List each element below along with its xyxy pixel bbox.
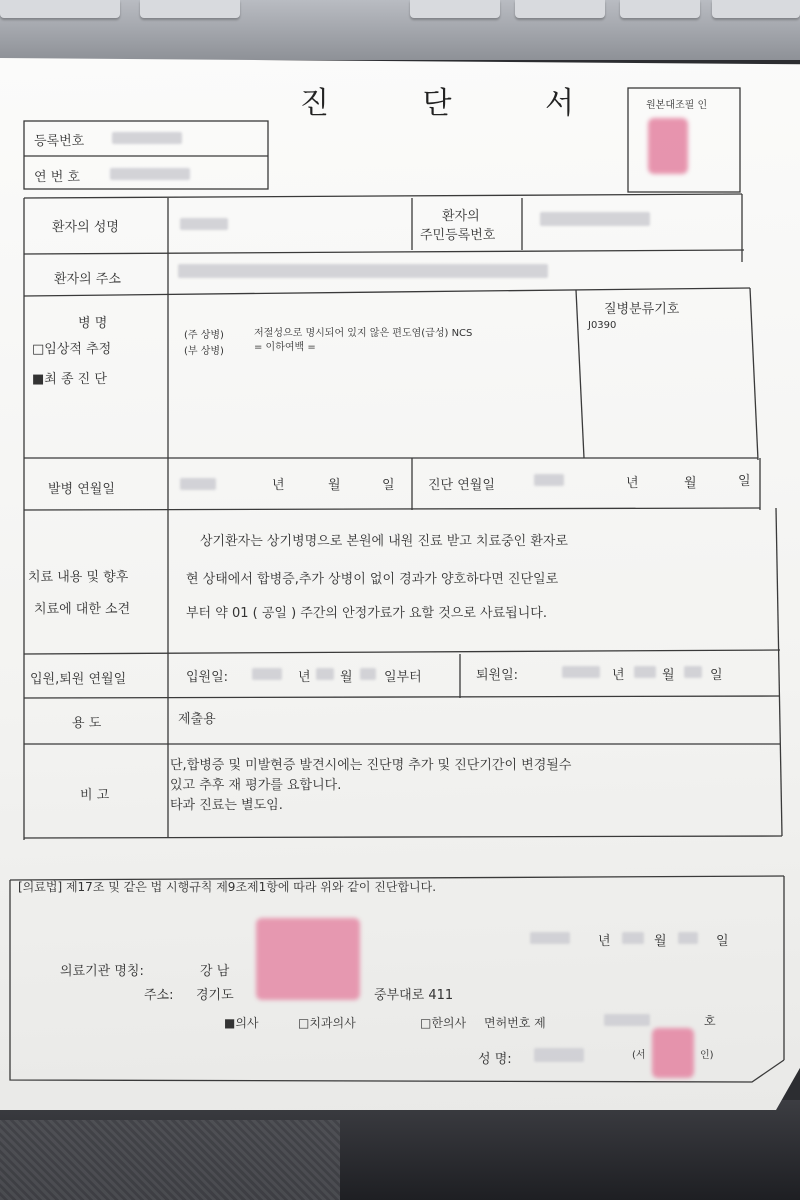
diagnosis-day-unit: 일 — [738, 474, 751, 489]
redacted-issue-month — [622, 932, 644, 944]
redacted-doctor-seal — [652, 1028, 694, 1078]
document-title: 진 단 서 — [300, 86, 617, 121]
license-number-label: 면허번호 제 — [484, 1016, 546, 1030]
patient-address-label: 환자의 주소 — [54, 272, 121, 287]
discharge-date-label: 퇴원일: — [476, 668, 519, 683]
redacted-patient-id — [540, 212, 650, 226]
remarks-label: 비 고 — [80, 788, 110, 803]
main-disease-text: 저절성으로 명시되어 있지 않은 편도염(급성) NCS — [254, 328, 473, 339]
seal-box-label: 원본대조필 인 — [646, 100, 708, 111]
redacted-serial-number — [110, 168, 190, 180]
final-diagnosis-option: ■최 종 진 단 — [32, 372, 107, 387]
doctor-name-label: 성 명: — [478, 1052, 512, 1067]
redacted-admission-year — [252, 668, 282, 680]
patient-id-label-1: 환자의 — [442, 209, 480, 224]
institution-address-prefix: 경기도 — [196, 988, 234, 1003]
issue-month-unit: 월 — [654, 934, 667, 949]
onset-day-unit: 일 — [382, 478, 395, 493]
diagnosis-month-unit: 월 — [684, 476, 697, 491]
serial-number-label: 연 번 호 — [34, 170, 80, 185]
remarks-line-3: 타과 진료는 별도임. — [170, 798, 283, 813]
remarks-line-2: 있고 추후 재 평가를 요합니다. — [170, 778, 342, 793]
sub-disease-label: (부 상병) — [184, 346, 224, 357]
disease-code-value: J0390 — [588, 320, 617, 331]
redacted-seal — [648, 118, 688, 174]
onset-month-unit: 월 — [328, 478, 341, 493]
redacted-discharge-month — [634, 666, 656, 678]
signature-seal-close: 인) — [700, 1050, 714, 1061]
redacted-admission-day — [360, 668, 376, 680]
license-number-suffix: 호 — [704, 1014, 716, 1028]
purpose-label: 용 도 — [72, 716, 102, 731]
admission-from: 일부터 — [384, 670, 422, 685]
disease-name-label: 병 명 — [78, 316, 108, 331]
redacted-admission-month — [316, 668, 334, 680]
discharge-year-unit: 년 — [612, 668, 625, 683]
opinion-text-line-2: 현 상태에서 합병증,추가 상병이 없이 경과가 양호하다면 진단일로 — [186, 572, 559, 587]
redacted-onset-year — [180, 478, 216, 490]
opinion-text-line-3: 부터 약 01 ( 공일 ) 주간의 안정가료가 요할 것으로 사료됩니다. — [186, 606, 547, 621]
registration-number-label: 등록번호 — [34, 134, 85, 149]
institution-name-label: 의료기관 명칭: — [60, 964, 144, 979]
onset-date-label: 발병 연월일 — [48, 482, 115, 497]
dentist-type-checkbox: □치과의사 — [298, 1016, 356, 1030]
diagnosis-year-unit: 년 — [626, 476, 639, 491]
signature-seal-open: (서 — [632, 1050, 646, 1061]
redacted-patient-name — [180, 218, 228, 230]
provisional-diagnosis-option: □임상적 추정 — [32, 342, 112, 357]
onset-year-unit: 년 — [272, 478, 285, 493]
disease-code-label: 질병분류기호 — [604, 302, 680, 317]
redacted-registration-number — [112, 132, 182, 144]
patient-name-label: 환자의 성명 — [52, 220, 119, 235]
redacted-discharge-day — [684, 666, 702, 678]
discharge-month-unit: 월 — [662, 668, 675, 683]
redacted-issue-year — [530, 932, 570, 944]
admission-month-unit: 월 — [340, 670, 353, 685]
opinion-label-line-2: 치료에 대한 소견 — [34, 602, 131, 617]
institution-address-label: 주소: — [144, 988, 174, 1003]
opinion-text-line-1: 상기환자는 상기병명으로 본원에 내원 진료 받고 치료중인 환자로 — [200, 534, 568, 549]
redacted-institution-seal — [256, 918, 360, 1000]
admission-year-unit: 년 — [298, 670, 311, 685]
institution-name: 강 남 — [200, 964, 230, 979]
patient-id-label-2: 주민등록번호 — [420, 228, 496, 243]
redacted-diagnosis-year — [534, 474, 564, 486]
redacted-doctor-name — [534, 1048, 584, 1062]
redacted-discharge-year — [562, 666, 600, 678]
legal-statement: [의료법] 제17조 및 같은 법 시행규칙 제9조제1항에 따라 위와 같이 진단합니다. — [18, 880, 437, 894]
oriental-doctor-type-checkbox: □한의사 — [420, 1016, 467, 1030]
redacted-issue-day — [678, 932, 698, 944]
discharge-day-unit: 일 — [710, 668, 723, 683]
main-disease-label: (주 상병) — [184, 330, 224, 341]
opinion-label-line-1: 치료 내용 및 향후 — [28, 570, 129, 585]
redacted-patient-address — [178, 264, 548, 278]
redacted-license-number — [604, 1014, 650, 1026]
admission-date-label: 입원일: — [186, 670, 229, 685]
purpose-value: 제출용 — [178, 712, 216, 727]
diagnosis-date-label: 진단 연월일 — [428, 478, 495, 493]
institution-address-suffix: 중부대로 411 — [374, 988, 454, 1003]
admission-dates-label: 입원,퇴원 연월일 — [30, 672, 127, 687]
sub-disease-text: = 이하여백 = — [254, 342, 316, 353]
issue-year-unit: 년 — [598, 934, 611, 949]
issue-day-unit: 일 — [716, 934, 729, 949]
doctor-type-checkbox: ■의사 — [224, 1016, 259, 1030]
remarks-line-1: 단,합병증 및 미발현증 발견시에는 진단명 추가 및 진단기간이 변경될수 — [170, 758, 572, 773]
